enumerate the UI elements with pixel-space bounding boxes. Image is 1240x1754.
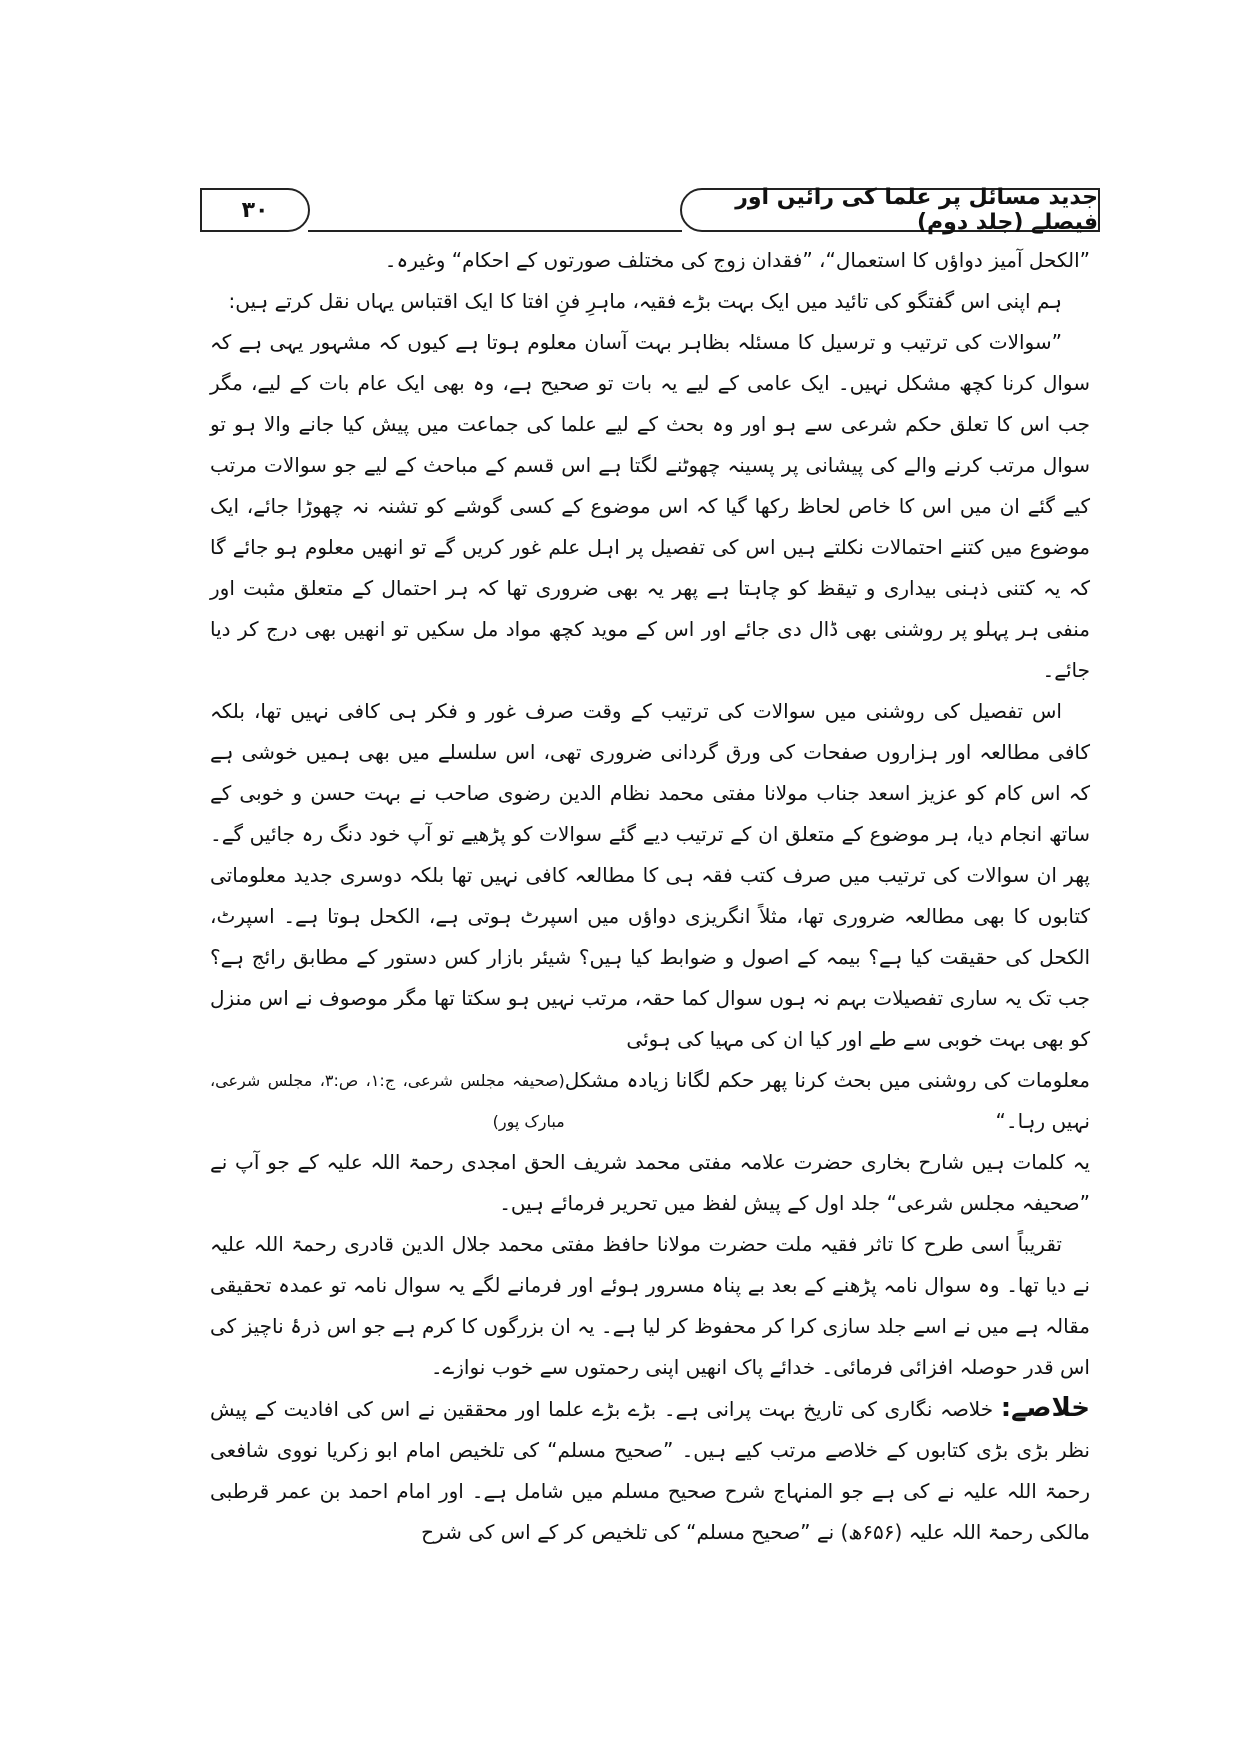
khulase-paragraph [210,1388,1090,1553]
running-header [200,185,1100,235]
section-label: خلاصے: [1000,1393,1090,1423]
quote-end-line [210,1060,1090,1142]
attribution-paragraph: یہ کلمات ہیں شارح بخاری حضرت علامہ مفتی محمد شریف الحق امجدی رحمۃ اللہ علیہ کے جو آپ نے ”صحیفہ مجلس شرعی“ جلد اول کے پیش لفظ میں تحریر فرمائے ہیں۔ [210,1150,1090,1215]
khulase-text: خلاصہ نگاری کی تاریخ بہت پرانی ہے۔ بڑے بڑے علما اور محققین نے اس کی افادیت کے پیش نظر بڑی بڑی کتابوں کے خلاصے مرتب کیے ہیں۔ ”صحیح مسلم“ کی تلخیص امام ابو زکریا نووی شافعی رحمۃ اللہ علیہ نے کی ہے جو المنہاج شرح صحیح مسلم میں شامل ہے۔ اور امام احمد بن عمر قرطبی مالکی رحمۃ اللہ علیہ (۶۵۶ھ) نے ”صحیح مسلم“ کی تلخیص کر کے اس کی شرح [210,1397,1090,1544]
page-body [210,240,1090,1553]
header-title: جدید مسائل پر علما کی رائیں اور فیصلے (جلد دوم) [680,188,1100,232]
citation: (صحیفہ مجلس شرعی، ج:۱، ص:۳، مجلس شرعی، مبارک پور) [210,1071,565,1131]
quote-last-line: معلومات کی روشنی میں بحث کرنا پھر حکم لگانا زیادہ مشکل نہیں رہا۔“ [564,1068,1090,1133]
text-line: ”الکحل آمیز دواؤں کا استعمال“، ”فقدان زوج کی مختلف صورتوں کے احکام“ وغیرہ۔ [384,248,1090,272]
intro-paragraph: ہم اپنی اس گفتگو کی تائید میں ایک بہت بڑے فقیہ، ماہرِ فنِ افتا کا ایک اقتباس یہاں نقل کرتے ہیں: [228,289,1062,313]
header-rule [308,230,682,232]
paragraph-taqriban: تقریباً اسی طرح کا تاثر فقیہ ملت حضرت مولانا حافظ مفتی محمد جلال الدین قادری رحمۃ اللہ علیہ نے دیا تھا۔ وہ سوال نامہ پڑھنے کے بعد بے پناہ مسرور ہوئے اور فرمانے لگے یہ سوال نامہ تو عمدہ تحقیقی مقالہ ہے میں نے اسے جلد سازی کرا کر محفوظ کر لیا ہے۔ یہ ان بزرگوں کا کرم ہے جو اس ذرۂ ناچیز کی اس قدر حوصلہ افزائی فرمائی۔ خدائے پاک انھیں اپنی رحمتوں سے خوب نوازے۔ [210,1232,1090,1379]
page-number: ۳۰ [200,188,310,232]
quote-paragraph-2: اس تفصیل کی روشنی میں سوالات کی ترتیب کے وقت صرف غور و فکر ہی کافی نہیں تھا، بلکہ کافی مطالعہ اور ہزاروں صفحات کی ورق گردانی ضروری تھی، اس سلسلے میں بھی ہمیں خوشی ہے کہ اس کام کو عزیز اسعد جناب مولانا مفتی محمد نظام الدین رضوی صاحب نے بہت حسن و خوبی کے ساتھ انجام دیا، ہر موضوع کے متعلق ان کے ترتیب دیے گئے سوالات کو پڑھیے تو آپ خود دنگ رہ جائیں گے۔ پھر ان سوالات کی ترتیب میں صرف کتب فقہ ہی کا مطالعہ کافی نہیں تھا بلکہ دوسری جدید معلوماتی کتابوں کا بھی مطالعہ ضروری تھا، مثلاً انگریزی دواؤں میں اسپرٹ ہوتی ہے، الکحل ہوتا ہے۔ اسپرٹ، الکحل کی حقیقت کیا ہے؟ بیمہ کے اصول و ضوابط کیا ہیں؟ شیئر بازار کس دستور کے مطابق رائج ہے؟ جب تک یہ ساری تفصیلات بہم نہ ہوں سوال کما حقہ، مرتب نہیں ہو سکتا تھا مگر موصوف نے اس منزل کو بھی بہت خوبی سے طے اور کیا ان کی مہیا کی ہوئی [210,699,1090,1051]
quote-paragraph: ”سوالات کی ترتیب و ترسیل کا مسئلہ بظاہر بہت آسان معلوم ہوتا ہے کیوں کہ مشہور یہی ہے کہ سوال کرنا کچھ مشکل نہیں۔ ایک عامی کے لیے یہ بات تو صحیح ہے، وہ بھی ایک عام بات کے لیے، مگر جب اس کا تعلق حکم شرعی سے ہو اور وہ بحث کے لیے علما کی جماعت میں پیش کیا جانے والا ہو تو سوال مرتب کرنے والے کی پیشانی پر پسینہ چھوٹنے لگتا ہے اس قسم کے مباحث کے لیے جو سوالات مرتب کیے گئے ان میں اس کا خاص لحاظ رکھا گیا کہ اس موضوع کے کسی گوشے کو تشنہ نہ چھوڑا جائے، ایک موضوع میں کتنے احتمالات نکلتے ہیں اس کی تفصیل پر اہل علم غور کریں گے تو انھیں معلوم ہو جائے گا کہ یہ کتنی ذہنی بیداری و تیقظ کو چاہتا ہے پھر یہ بھی ضروری تھا کہ ہر احتمال کے متعلق مثبت اور منفی ہر پہلو پر روشنی بھی ڈال دی جائے اور اس کے موید کچھ مواد مل سکیں تو انھیں بھی درج کر دیا جائے۔ [210,330,1090,682]
